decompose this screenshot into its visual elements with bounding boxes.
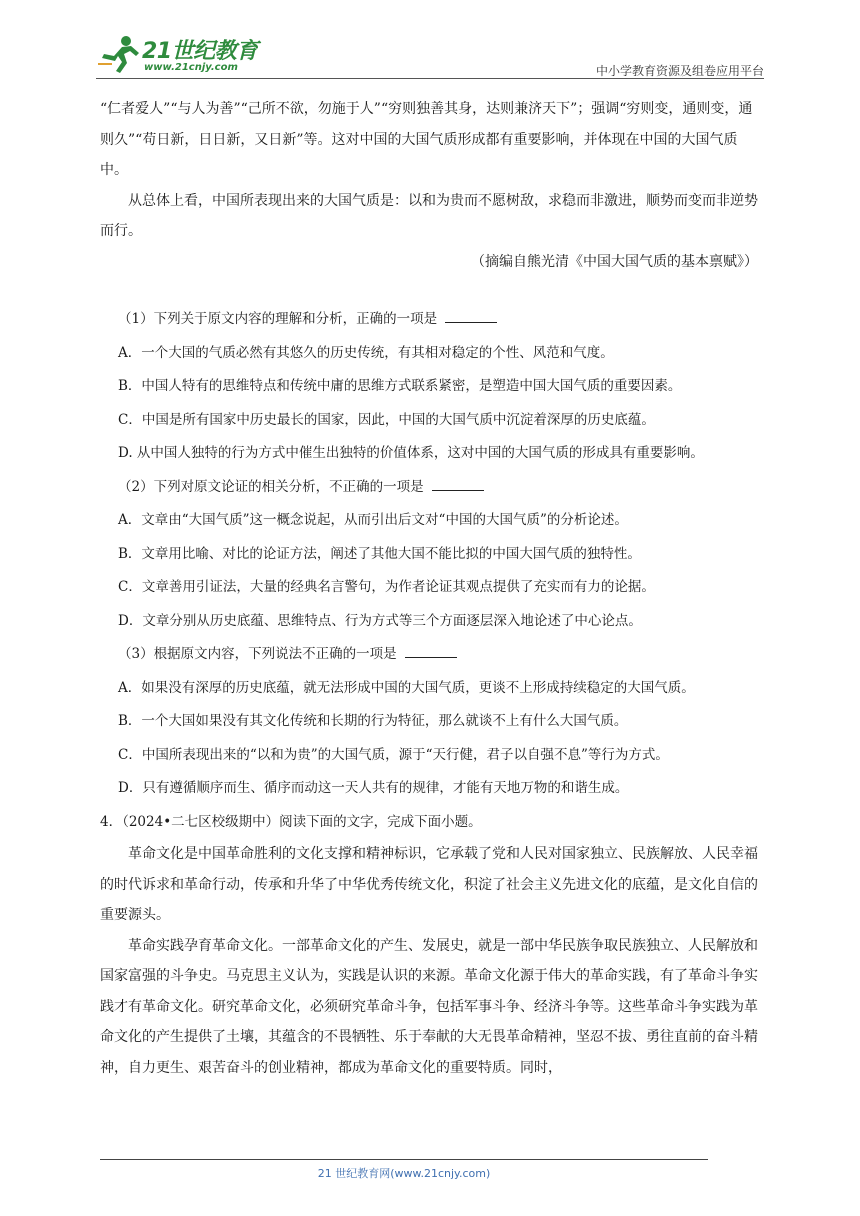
answer-blank[interactable] bbox=[445, 321, 497, 323]
question-2 bbox=[100, 471, 764, 639]
option-d[interactable]: D．文章分别从历史底蕴、思维特点、行为方式等三个方面逐层深入地论述了中心论点。 bbox=[118, 612, 642, 629]
option-a[interactable]: A．文章由“大国气质”这一概念说起，从而引出后文对“中国的大国气质”的分析论述。 bbox=[118, 512, 628, 528]
passage-paragraph: 革命实践孕育革命文化。一部革命文化的产生、发展史，就是一部中华民族争取民族独立、人民解放和国家富强的斗争史。马克思主义认为，实践是认识的来源。革命文化源于伟大的革命实践，有了革命斗争实践才有革命文化。研究革命文化，必须研究革命斗争，包括军事斗争、经济斗争等。这些革命斗争实践为革命文化的产生提供了土壤，其蕴含的不畏牺牲、乐于奉献的大无畏革命精神，坚忍不拔、勇往直前的奋斗精神，自力更生、艰苦奋斗的创业精神，都成为革命文化的重要特质。同时， bbox=[100, 937, 758, 1076]
option-c[interactable]: C．中国所表现出来的“以和为贵”的大国气质，源于“天行健，君子以自强不息”等行为方式。 bbox=[118, 746, 669, 763]
option-b[interactable]: B．文章用比喻、对比的论证方法，阐述了其他大国不能比拟的中国大国气质的独特性。 bbox=[118, 545, 641, 562]
passage-paragraph: 从总体上看，中国所表现出来的大国气质是：以和为贵而不愿树敌，求稳而非激进，顺势而变而非逆势而行。 bbox=[100, 192, 758, 239]
option-a[interactable]: A．如果没有深厚的历史底蕴，就无法形成中国的大国气质，更谈不上形成持续稳定的大国气质。 bbox=[118, 679, 695, 696]
header-divider bbox=[96, 78, 764, 79]
option-c[interactable]: C．中国是所有国家中历史最长的国家，因此，中国的大国气质中沉淀着深厚的历史底蕴。 bbox=[118, 411, 655, 428]
question-3 bbox=[100, 638, 764, 806]
passage-paragraph: “仁者爱人”“与人为善”“己所不欲，勿施于人”“穷则独善其身，达则兼济天下”；强调“穷则变，通则变，通则久”“苟日新，日日新，又日新”等。这对中国的大国气质形成都有重要影响，并体现在中国的大国气质中。 bbox=[100, 101, 753, 178]
logo-brand-text: 21世纪教育 bbox=[142, 39, 258, 64]
option-d[interactable]: D．只有遵循顺序而生、循序而动这一天人共有的规律，才能有天地万物的和谐生成。 bbox=[118, 780, 629, 796]
runner-icon bbox=[96, 34, 140, 74]
page-header bbox=[96, 30, 764, 80]
question-1 bbox=[100, 303, 764, 471]
logo-site-text: www.21cnjy.com bbox=[144, 62, 238, 73]
option-d[interactable]: D. 从中国人独特的行为方式中催生出独特的价值体系，这对中国的大国气质的形成具有重要影响。 bbox=[118, 445, 704, 461]
question-stem-text: （2）下列对原文论证的相关分析，不正确的一项是 bbox=[118, 478, 424, 495]
footer-text[interactable]: 21 世纪教育网(www.21cnjy.com) bbox=[317, 1167, 491, 1180]
question-stem-text: （1）下列关于原文内容的理解和分析，正确的一项是 bbox=[118, 311, 438, 327]
answer-blank[interactable] bbox=[405, 656, 457, 658]
page-content bbox=[100, 94, 764, 1083]
passage-source: （摘编自熊光清《中国大国气质的基本禀赋》） bbox=[471, 253, 758, 270]
footer-divider bbox=[100, 1159, 708, 1160]
option-c[interactable]: C．文章善用引证法，大量的经典名言警句，为作者论证其观点提供了充实而有力的论据。 bbox=[118, 579, 655, 595]
option-a[interactable]: A．一个大国的气质必然有其悠久的历史传统，有其相对稳定的个性、风范和气度。 bbox=[118, 344, 614, 361]
option-b[interactable]: B．中国人特有的思维特点和传统中庸的思维方式联系紧密，是塑造中国大国气质的重要因素。 bbox=[118, 378, 682, 394]
question-stem-text: （3）根据原文内容，下列说法不正确的一项是 bbox=[118, 646, 397, 662]
item-4-label: 4．（2024•二七区校级期中）阅读下面的文字，完成下面小题。 bbox=[100, 813, 482, 830]
platform-title: 中小学教育资源及组卷应用平台 bbox=[595, 64, 764, 78]
passage-paragraph: 革命文化是中国革命胜利的文化支撑和精神标识，它承载了党和人民对国家独立、民族解放、人民幸福的时代诉求和革命行动，传承和升华了中华优秀传统文化，积淀了社会主义先进文化的底蕴，是文化自信的重要源头。 bbox=[100, 846, 758, 923]
question-stem bbox=[100, 471, 764, 505]
question-stem bbox=[100, 303, 764, 337]
question-stem bbox=[100, 638, 764, 672]
answer-blank[interactable] bbox=[432, 489, 484, 491]
site-logo[interactable] bbox=[96, 30, 266, 78]
option-b[interactable]: B．一个大国如果没有其文化传统和长期的行为特征，那么就谈不上有什么大国气质。 bbox=[118, 713, 628, 729]
spacer bbox=[100, 277, 764, 303]
